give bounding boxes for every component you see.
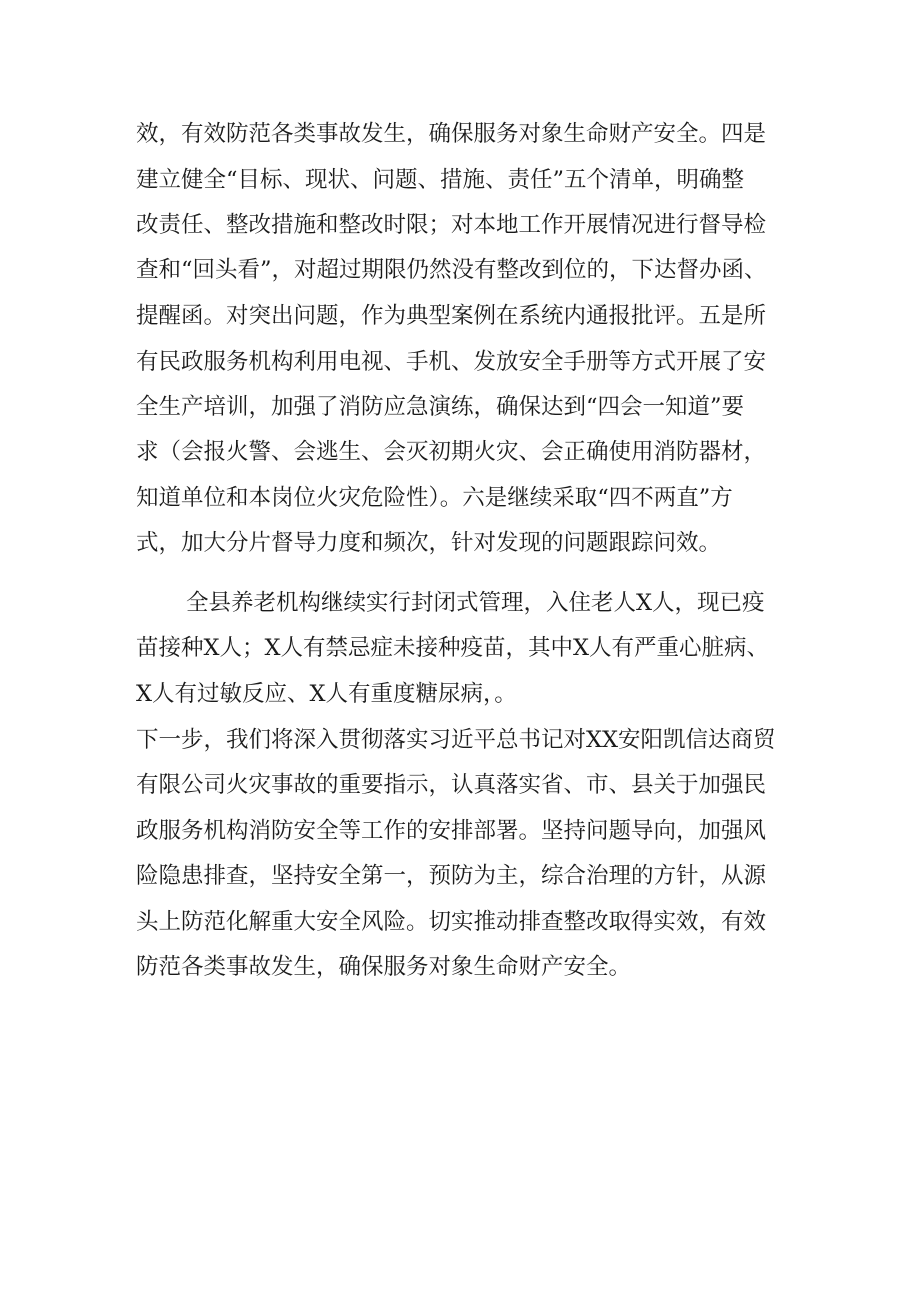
paragraph-2-line-3: X人有过敏反应、X人有重度糖尿病，。 xyxy=(136,681,517,707)
paragraph-3-line-6: 防范各类事故发生，确保服务对象生命财产安全。 xyxy=(136,954,632,980)
paragraph-1-line-1: 效，有效防范各类事故发生，确保服务对象生命财产安全。四是 xyxy=(136,121,767,147)
paragraph-1-line-5: 提醒函。对突出问题，作为典型案例在系统内通报批评。五是所 xyxy=(136,303,767,329)
paragraph-1-line-2: 建立健全“目标、现状、问题、措施、责任”五个清单，明确整 xyxy=(136,167,745,193)
paragraph-1-line-6: 有民政服务机构利用电视、手机、发放安全手册等方式开展了安 xyxy=(136,349,767,375)
paragraph-1-line-8: 求（会报火警、会逃生、会灭初期火灾、会正确使用消防器材， xyxy=(136,439,767,465)
paragraph-3-line-1: 下一步，我们将深入贯彻落实习近平总书记对XX安阳凯信达商贸 xyxy=(136,727,776,753)
paragraph-1-line-7: 全生产培训，加强了消防应急演练，确保达到“四会一知道”要 xyxy=(136,394,745,420)
paragraph-1-line-3: 改责任、整改措施和整改时限；对本地工作开展情况进行督导检 xyxy=(136,212,767,238)
paragraph-2-line-1: 全县养老机构继续实行封闭式管理，入住老人X人，现已疫 xyxy=(186,590,765,616)
paragraph-3-line-4: 险隐患排查，坚持安全第一，预防为主，综合治理的方针，从源 xyxy=(136,863,767,889)
paragraph-3-line-2: 有限公司火灾事故的重要指示，认真落实省、市、县关于加强民 xyxy=(136,772,767,798)
paragraph-3-line-5: 头上防范化解重大安全风险。切实推动排查整改取得实效，有效 xyxy=(136,909,767,935)
paragraph-3-line-3: 政服务机构消防安全等工作的安排部署。坚持问题导向，加强风 xyxy=(136,818,767,844)
paragraph-1-line-4: 查和“回头看”，对超过期限仍然没有整改到位的，下达督办函、 xyxy=(136,257,767,283)
paragraph-2-line-2: 苗接种X人；X人有禁忌症未接种疫苗，其中X人有严重心脏病、 xyxy=(136,635,770,661)
paragraph-1-line-9: 知道单位和本岗位火灾危险性）。六是继续采取“四不两直”方 xyxy=(136,485,733,511)
paragraph-1-line-10: 式，加大分片督导力度和频次，针对发现的问题跟踪问效。 xyxy=(136,530,722,556)
